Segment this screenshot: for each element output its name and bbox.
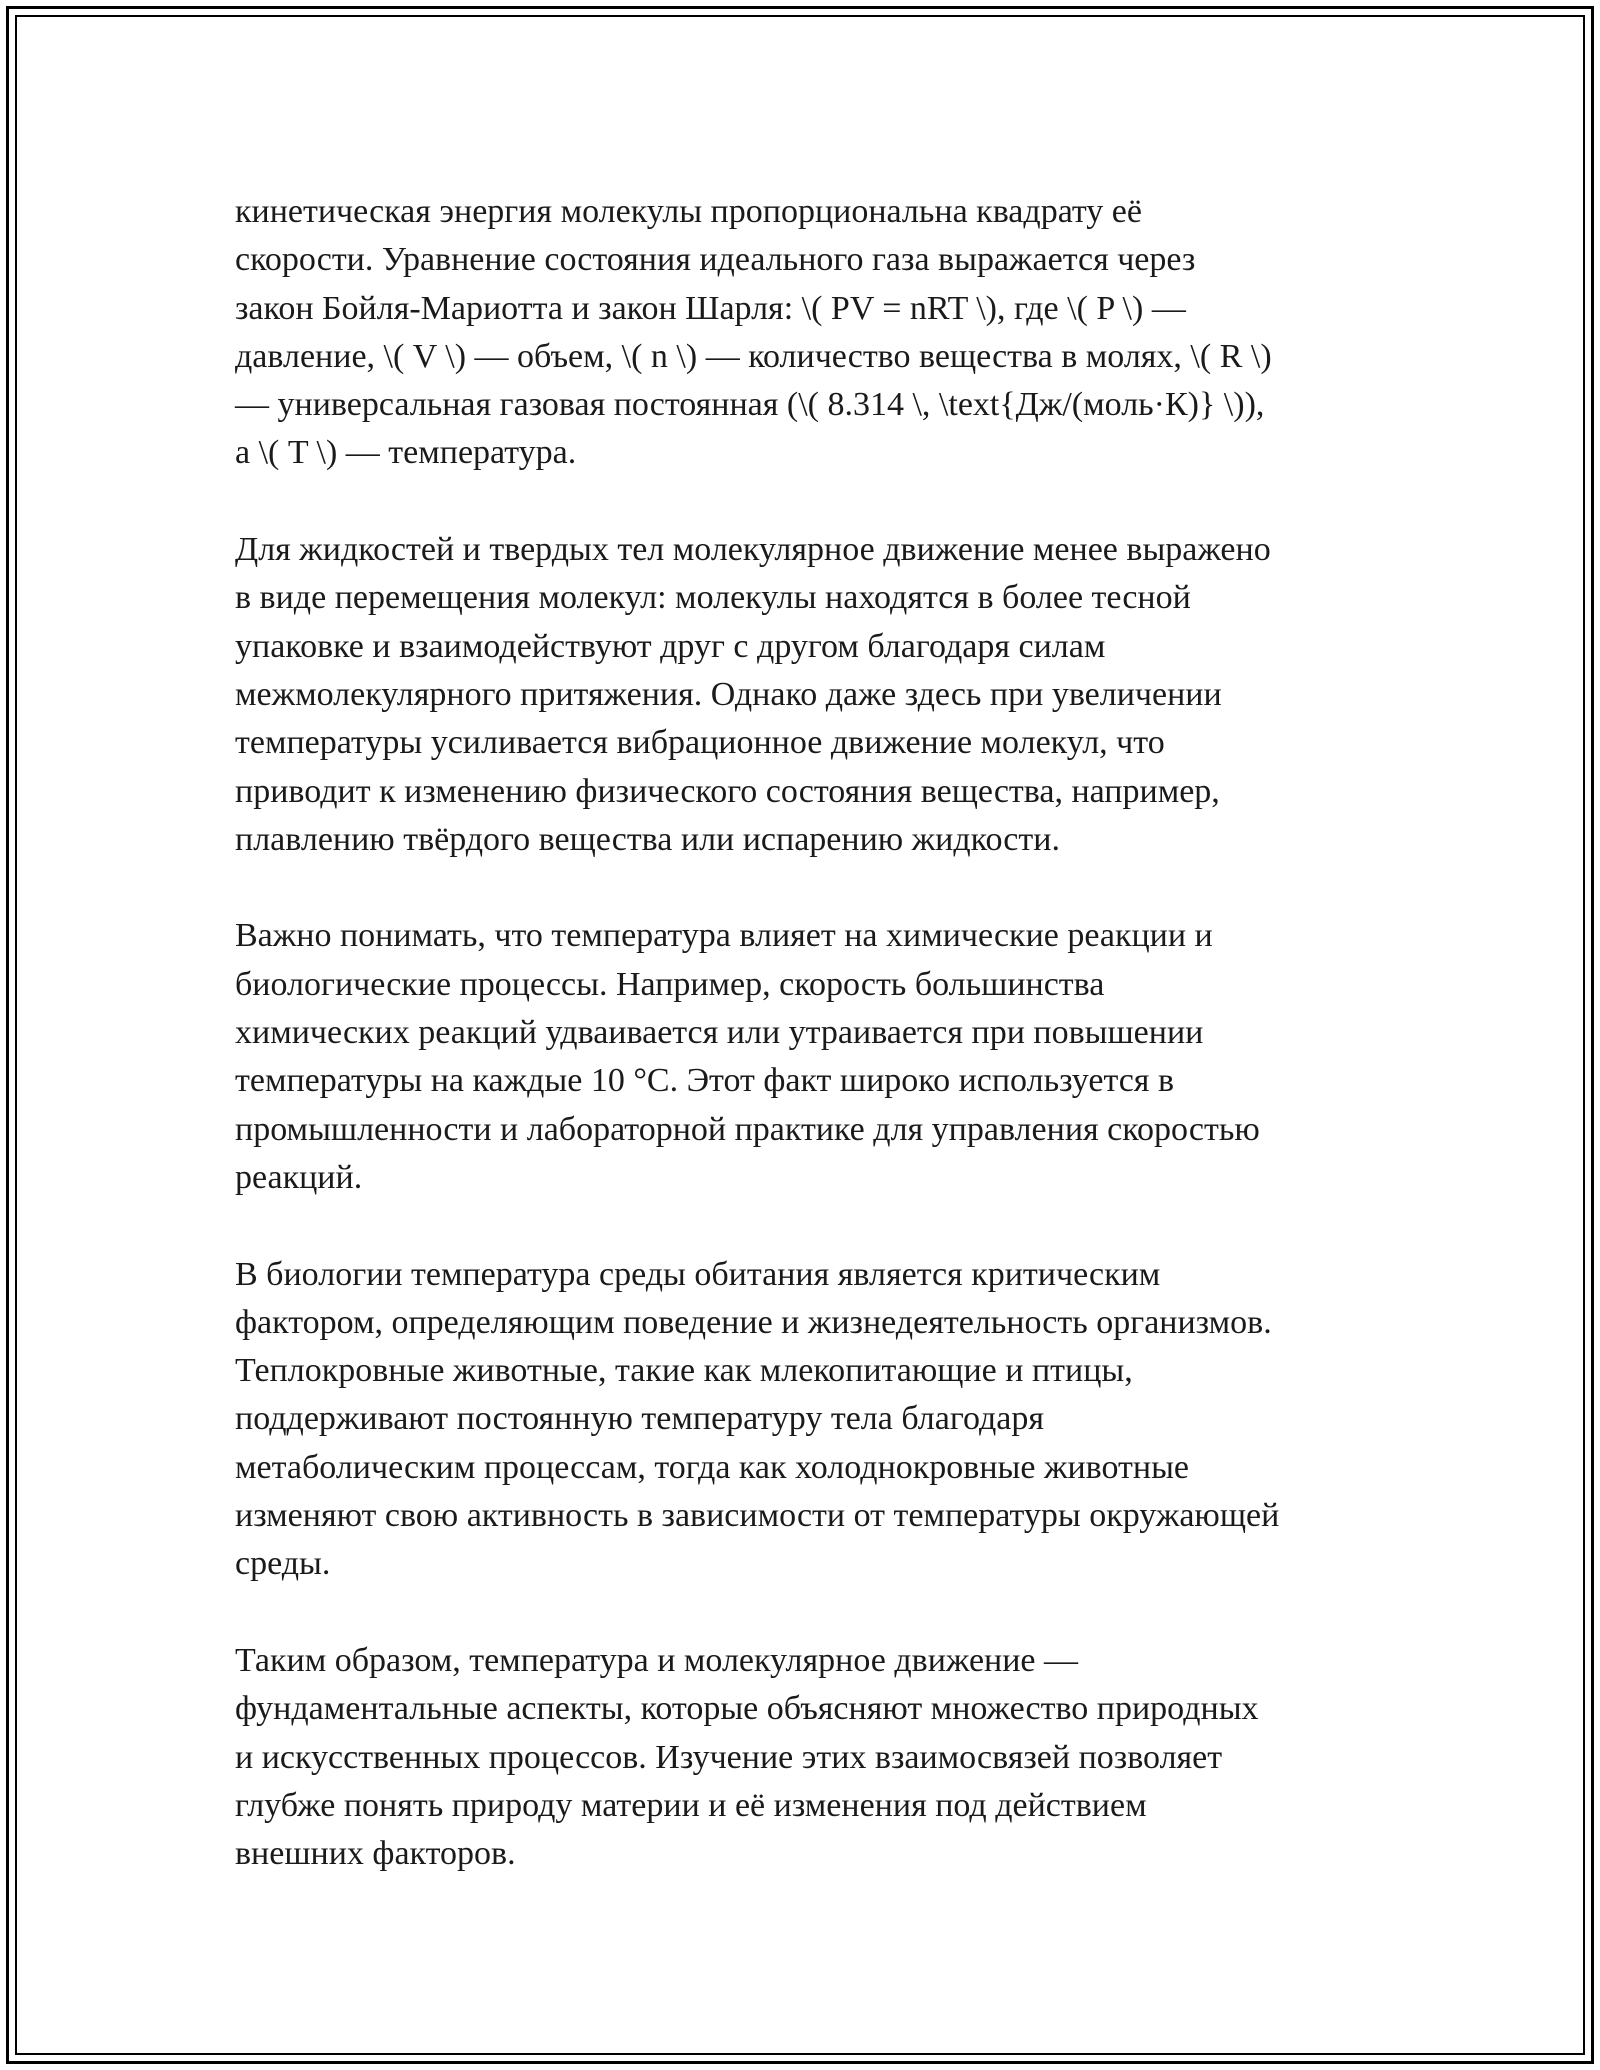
paragraph-gas-equation: кинетическая энергия молекулы пропорциональна квадрату её скорости. Уравнение состояния идеального газа выражается через закон Бойля-Мариотта и закон Шарля: \( PV = nRT \), где \( P \) — давление, \( V \) — объем, \( n \) — количество вещества в молях, \( R \) — универсальная газовая постоянная (\( 8.314 \, \text{Дж/(моль·К)} \)), а \( T \) — температура.	[235, 193, 1272, 472]
paragraph-biology: В биологии температура среды обитания является критическим фактором, определяющим поведение и жизнедеятельность организмов. Теплокровные животные, такие как млекопитающие и птицы, поддерживают постоянную температуру тела благодаря метаболическим процессам, тогда как холоднокровные животные изменяют свою активность в зависимости от температуры окружающей среды.	[235, 1255, 1280, 1583]
paragraph-chemical-reactions: Важно понимать, что температура влияет на химические реакции и биологические процессы. Например, скорость большинства химических реакций удваивается или утраивается при повышении температуры на каждые 10 °C. Этот факт широко используется в промышленности и лабораторной практике для управления скоростью реакций.	[235, 917, 1260, 1196]
paragraph-liquids-solids: Для жидкостей и твердых тел молекулярное движение менее выражено в виде перемещения молекул: молекулы находятся в более тесной упаковке и взаимодействуют друг с другом благодаря силам межмолекулярного притяжения. Однако даже здесь при увеличении температуры усиливается вибрационное движение молекул, что приводит к изменению физического состояния вещества, например, плавлению твёрдого вещества или испарению жидкости.	[235, 531, 1271, 858]
document-body	[235, 188, 1375, 1878]
paragraph-conclusion: Таким образом, температура и молекулярное движение — фундаментальные аспекты, которые объясняют множество природных и искусственных процессов. Изучение этих взаимосвязей позволяет глубже понять природу материи и её изменения под действием внешних факторов.	[235, 1641, 1259, 1873]
